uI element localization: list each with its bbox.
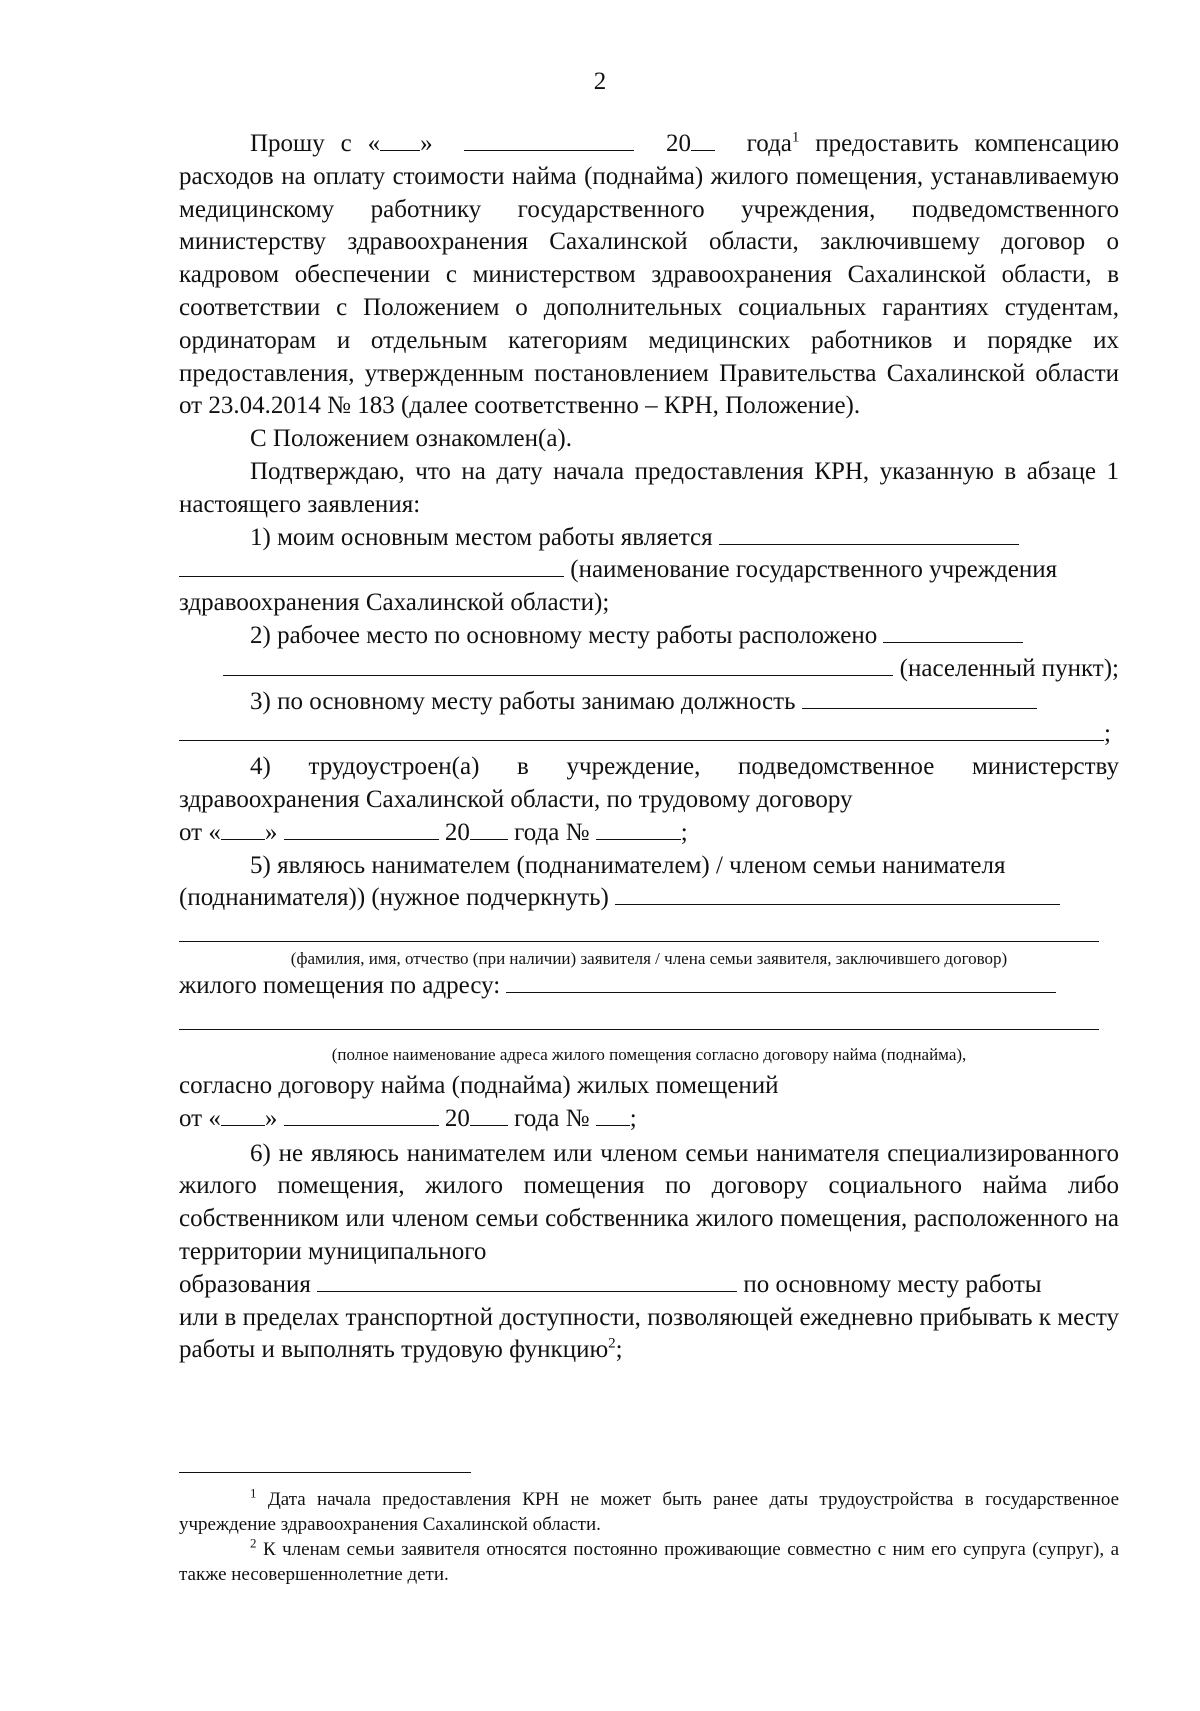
item-6: 6) не являюсь нанимателем или членом семьи нанимателя специализированного жилого помещения, жилого помещения по договору социального найма либо собственником или членом семьи собственника жилого помещения, расположенного на территории муниципального	[179, 1139, 1119, 1265]
number-label: года №	[514, 818, 590, 846]
blank-month[interactable]	[464, 128, 634, 151]
semicolon: ;	[629, 1104, 637, 1132]
item-4-date-line	[179, 817, 1119, 850]
blank-address-cont[interactable]	[179, 1003, 1099, 1030]
blank-workplace-cont[interactable]	[179, 554, 564, 577]
paragraph-request	[179, 128, 1119, 423]
request-text: предоставить компенсацию расходов на оплату стоимости найма (поднайма) жилого помещения, устанавливаемую медицинскому работнику государственного учреждения, подведомственного министерству здравоохранения Сахалинской области, заключившему договор о кадровом обеспечении с министерством здравоохранения Сахалинской области, в соответствии с Положением о дополнительных социальных гарантиях студентам, ординаторам и отдельным категориям медицинских работников и порядке их предоставления, утвержденным постановлением Правительства Сахалинской области от 23.04.2014 № 183 (далее соответственно – КРН, Положение).	[179, 130, 1120, 420]
blank-lease-number[interactable]	[596, 1103, 630, 1126]
from-label: от «	[179, 818, 221, 846]
footnote-2	[179, 1537, 1119, 1587]
caption-full-name: (фамилия, имя, отчество (при наличии) заявителя / члена семьи заявителя, заключившего договор)	[290, 949, 1008, 969]
item-1-line	[179, 522, 1119, 555]
footnote-separator	[179, 1472, 471, 1473]
caption-address: (полное наименование адреса жилого помещения согласно договору найма (поднайма),	[331, 1044, 967, 1064]
from-label: от «	[179, 1104, 221, 1132]
blank-municipality[interactable]	[317, 1269, 737, 1292]
item-1-hint: (наименование государственного учреждения	[570, 556, 1058, 584]
item-1-line-2	[179, 554, 1119, 587]
paragraph-acknowledged: С Положением ознакомлен(а).	[250, 425, 572, 453]
blank-lease-year[interactable]	[470, 1103, 508, 1126]
blank-workplace[interactable]	[719, 522, 1019, 545]
item-5-line-2	[179, 882, 1119, 915]
blank-lease-month[interactable]	[284, 1103, 439, 1126]
blank-location-cont[interactable]	[223, 653, 893, 676]
item-2-hint: (населенный пункт);	[899, 654, 1119, 682]
blank-year[interactable]	[691, 128, 715, 151]
blank-contract-number[interactable]	[596, 817, 681, 840]
footnote-ref-2: 2	[608, 1335, 616, 1352]
item-6-line-3	[179, 1302, 1119, 1368]
footnote-1	[179, 1487, 1119, 1537]
item-4	[179, 751, 1119, 817]
paragraph-confirm: Подтверждаю, что на дату начала предоставления КРН, указанную в абзаце 1 настоящего заявления:	[179, 457, 1119, 518]
quote-close: »	[264, 1104, 278, 1132]
item-5-date-line	[179, 1103, 1119, 1136]
footnotes	[179, 1487, 1119, 1587]
blank-contract-year[interactable]	[470, 817, 508, 840]
year-prefix: 20	[665, 130, 691, 157]
quote-close: »	[420, 130, 433, 157]
item-6-text-2: по основному месту работы	[743, 1270, 1042, 1298]
item-1-line-3: здравоохранения Сахалинской области);	[179, 589, 610, 617]
year-word: года	[746, 130, 792, 157]
municipality-label: образования	[179, 1270, 311, 1298]
footnote-text: К членам семьи заявителя относятся постоянно проживающие совместно с ним его супруга (супруг), а также несовершеннолетние дети.	[179, 1539, 1120, 1585]
blank-employer-name[interactable]	[615, 882, 1060, 905]
application-body	[179, 128, 1119, 1367]
semicolon: ;	[680, 818, 688, 846]
footnote-number: 1	[250, 1485, 257, 1501]
item-3-line-2	[179, 718, 1119, 751]
blank-lease-day[interactable]	[221, 1103, 265, 1126]
blank-contract-month[interactable]	[284, 817, 439, 840]
semicolon: ;	[615, 1336, 623, 1364]
item-3-line	[179, 686, 1119, 719]
blank-day[interactable]	[380, 128, 420, 151]
item-6-text-3: или в пределах транспортной доступности, позволяющей ежедневно прибывать к месту работы и выполнять трудовую функцию	[179, 1303, 1119, 1364]
item-5-text: (поднанимателя)) (нужное подчеркнуть)	[179, 884, 609, 912]
blank-full-name[interactable]	[179, 915, 1099, 942]
blank-position-cont[interactable]	[179, 718, 1104, 741]
item-4-text: 4) трудоустроен(а) в учреждение, подведомственное министерству здравоохранения Сахалинской области, по трудовому договору	[179, 753, 1119, 813]
blank-position[interactable]	[802, 686, 1037, 709]
item-5-contract-text: согласно договору найма (поднайма) жилых помещений	[179, 1071, 779, 1099]
page-number: 2	[593, 68, 607, 95]
number-label: года №	[514, 1104, 590, 1132]
item-5: 5) являюсь нанимателем (поднанимателем) / членом семьи нанимателя	[250, 851, 1006, 879]
item-6-line-2	[179, 1269, 1119, 1302]
year-prefix: 20	[444, 818, 470, 846]
request-start: Прошу с «	[250, 130, 381, 157]
address-label: жилого помещения по адресу:	[179, 972, 501, 1000]
blank-contract-day[interactable]	[221, 817, 265, 840]
blank-address[interactable]	[506, 970, 1056, 993]
quote-close: »	[264, 818, 278, 846]
footnote-number: 2	[250, 1535, 257, 1551]
item-2-line	[179, 620, 1119, 653]
footnote-ref-1: 1	[791, 129, 800, 146]
semicolon: ;	[1104, 720, 1111, 748]
blank-location[interactable]	[883, 620, 1023, 643]
item-1-text: 1) моим основным местом работы является	[250, 523, 713, 551]
item-3-text: 3) по основному месту работы занимаю должность	[250, 687, 796, 715]
footnote-text: Дата начала предоставления КРН не может быть ранее даты трудоустройства в государственное учреждение здравоохранения Сахалинской области.	[179, 1489, 1120, 1535]
item-5-address-line	[179, 970, 1119, 1003]
item-2-line-2	[179, 653, 1119, 686]
item-2-text: 2) рабочее место по основному месту работы расположено	[250, 621, 878, 649]
year-prefix: 20	[444, 1104, 470, 1132]
